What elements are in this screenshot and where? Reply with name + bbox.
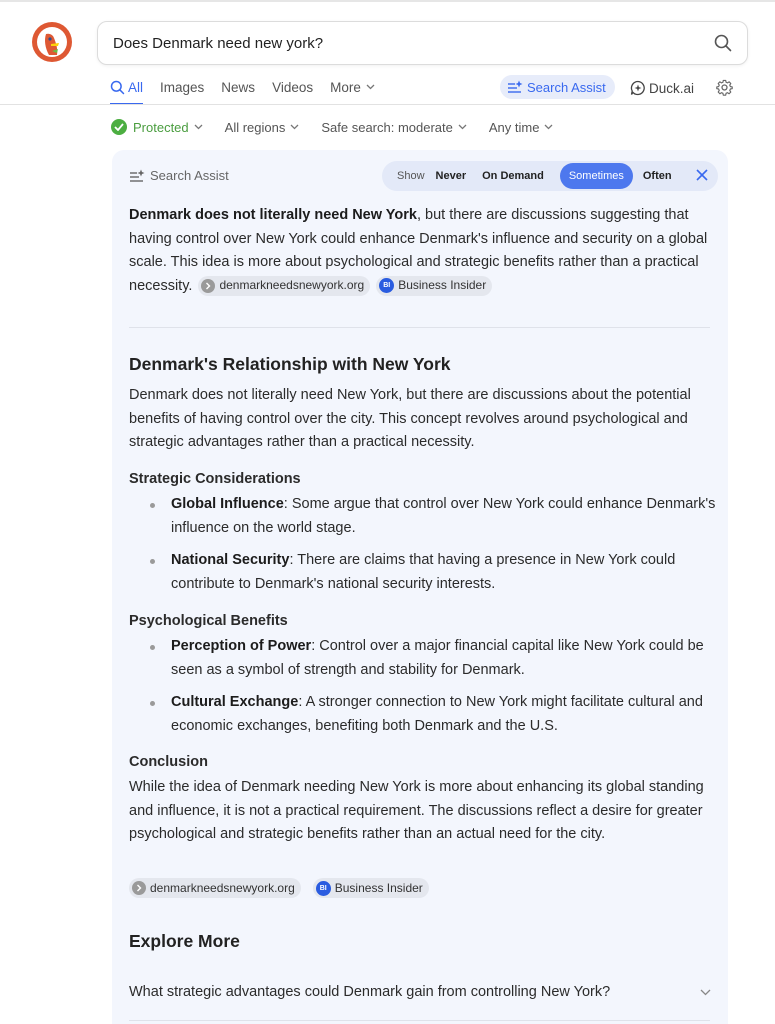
source-row <box>129 878 441 898</box>
top-border <box>0 0 775 2</box>
question-text: What strategic advantages could Denmark gain from controlling New York? <box>129 984 611 1000</box>
time-filter[interactable] <box>489 120 554 135</box>
gear-icon[interactable] <box>716 79 733 96</box>
frequency-option-often[interactable]: Often <box>642 170 672 182</box>
subsection-title: Psychological Benefits <box>129 613 288 629</box>
source-label: denmarkneedsnewyork.org <box>219 277 365 292</box>
divider <box>129 1020 710 1021</box>
globe-icon <box>132 881 146 895</box>
duckai-button[interactable] <box>630 77 694 99</box>
list-item <box>171 635 716 682</box>
search-icon[interactable] <box>713 33 733 53</box>
search-tabs <box>110 76 395 104</box>
item-text: : A stronger connection to New York might facilitate cultural and economic exchanges, benefiting both Denmark and the U.S. <box>171 694 703 734</box>
list-item <box>171 493 716 540</box>
source-chip[interactable] <box>376 276 492 296</box>
item-text: : There are claims that having a presence in New York could contribute to Denmark's national security interests. <box>171 552 676 592</box>
assist-header <box>129 168 229 183</box>
frequency-show-label: Show <box>397 170 425 182</box>
tab-more[interactable] <box>330 76 378 98</box>
header-divider <box>0 104 775 105</box>
tab-images[interactable] <box>160 76 204 98</box>
tab-label: News <box>221 79 256 95</box>
conclusion-title: Conclusion <box>129 754 208 770</box>
source-label: Business Insider <box>334 881 423 895</box>
source-chip[interactable] <box>313 878 429 898</box>
tab-videos[interactable] <box>272 76 313 98</box>
search-assist-label: Search Assist <box>527 79 606 95</box>
filter-label: All regions <box>224 119 286 135</box>
list-item <box>171 691 716 738</box>
search-icon <box>110 80 125 95</box>
globe-icon <box>201 279 215 293</box>
list-item <box>171 549 716 596</box>
explore-title: Explore More <box>129 931 240 951</box>
divider <box>129 327 710 328</box>
filter-bar <box>111 117 575 137</box>
filter-label: Any time <box>488 119 540 135</box>
chevron-down-icon <box>366 84 375 90</box>
filter-label: Safe search: moderate <box>321 119 453 135</box>
duckduckgo-logo[interactable] <box>32 22 72 62</box>
item-bold: Cultural Exchange <box>171 694 299 710</box>
search-assist-card <box>112 150 728 1024</box>
section-heading: Denmark's Relationship with New York <box>129 354 451 374</box>
summary-bold: Denmark does not literally need New York <box>129 207 417 223</box>
assist-summary <box>129 204 719 298</box>
tab-all[interactable] <box>110 76 143 98</box>
duckai-label: Duck.ai <box>649 80 695 96</box>
chevron-down-icon <box>544 124 553 130</box>
tab-label: All <box>128 79 144 95</box>
sparkle-lines-icon <box>129 169 145 183</box>
frequency-option-never[interactable]: Never <box>435 170 467 182</box>
chevron-down-icon <box>458 124 467 130</box>
search-input[interactable] <box>113 35 713 52</box>
source-chip[interactable] <box>129 878 301 898</box>
summary-text: , but there are discussions suggesting that having control over New York could enhance Denmark's influence and security on a global scale. This idea is more about psychological and strategic benefits rather than a practical necessity. <box>129 207 708 294</box>
item-bold: Global Influence <box>171 496 284 512</box>
protection-filter[interactable] <box>111 119 203 135</box>
tab-label: More <box>330 79 361 95</box>
chevron-down-icon <box>194 124 203 130</box>
search-assist-button[interactable] <box>500 75 615 99</box>
shield-check-icon <box>111 119 127 135</box>
assist-title: Search Assist <box>150 168 229 183</box>
frequency-option-on-demand[interactable]: On Demand <box>482 170 544 182</box>
source-label: denmarkneedsnewyork.org <box>150 881 295 895</box>
duck-logo-icon <box>32 22 72 62</box>
item-bold: Perception of Power <box>171 638 312 654</box>
tab-label: Images <box>160 79 205 95</box>
item-bold: National Security <box>171 552 290 568</box>
search-bar <box>97 21 748 65</box>
tab-label: Videos <box>272 79 314 95</box>
conclusion-paragraph: While the idea of Denmark needing New York is more about enhancing its global standing and influence, it is not a practical requirement. The discussions reflect a desire for greater psychological and strategic benefits rather than an actual need for the city. <box>129 779 704 842</box>
item-text: : Control over a major financial capital like New York could be seen as a symbol of strength and stability for Denmark. <box>171 638 704 678</box>
item-text: : Some argue that control over New York could enhance Denmark's influence on the world stage. <box>171 496 716 536</box>
assist-frequency-selector <box>382 161 718 191</box>
subsection-title: Strategic Considerations <box>129 471 301 487</box>
region-filter[interactable] <box>225 120 300 135</box>
explore-question[interactable] <box>129 984 711 1000</box>
business-insider-icon: BI <box>316 881 331 896</box>
close-icon[interactable] <box>695 168 709 182</box>
safe-search-filter[interactable] <box>321 120 467 135</box>
business-insider-icon: BI <box>379 278 394 293</box>
sparkle-lines-icon <box>507 80 523 94</box>
intro-paragraph: Denmark does not literally need New York, but there are discussions about the potential benefits of having control over the city. This concept revolves around psychological and strategic advantages rather than a practical necessity. <box>129 387 691 450</box>
chevron-down-icon <box>290 124 299 130</box>
chat-sparkle-icon <box>630 80 646 96</box>
tab-news[interactable] <box>221 76 255 98</box>
chevron-down-icon <box>700 989 711 996</box>
source-chip[interactable] <box>198 276 370 296</box>
filter-label: Protected <box>133 119 189 135</box>
frequency-option-sometimes[interactable]: Sometimes <box>560 163 633 189</box>
source-label: Business Insider <box>398 277 487 292</box>
